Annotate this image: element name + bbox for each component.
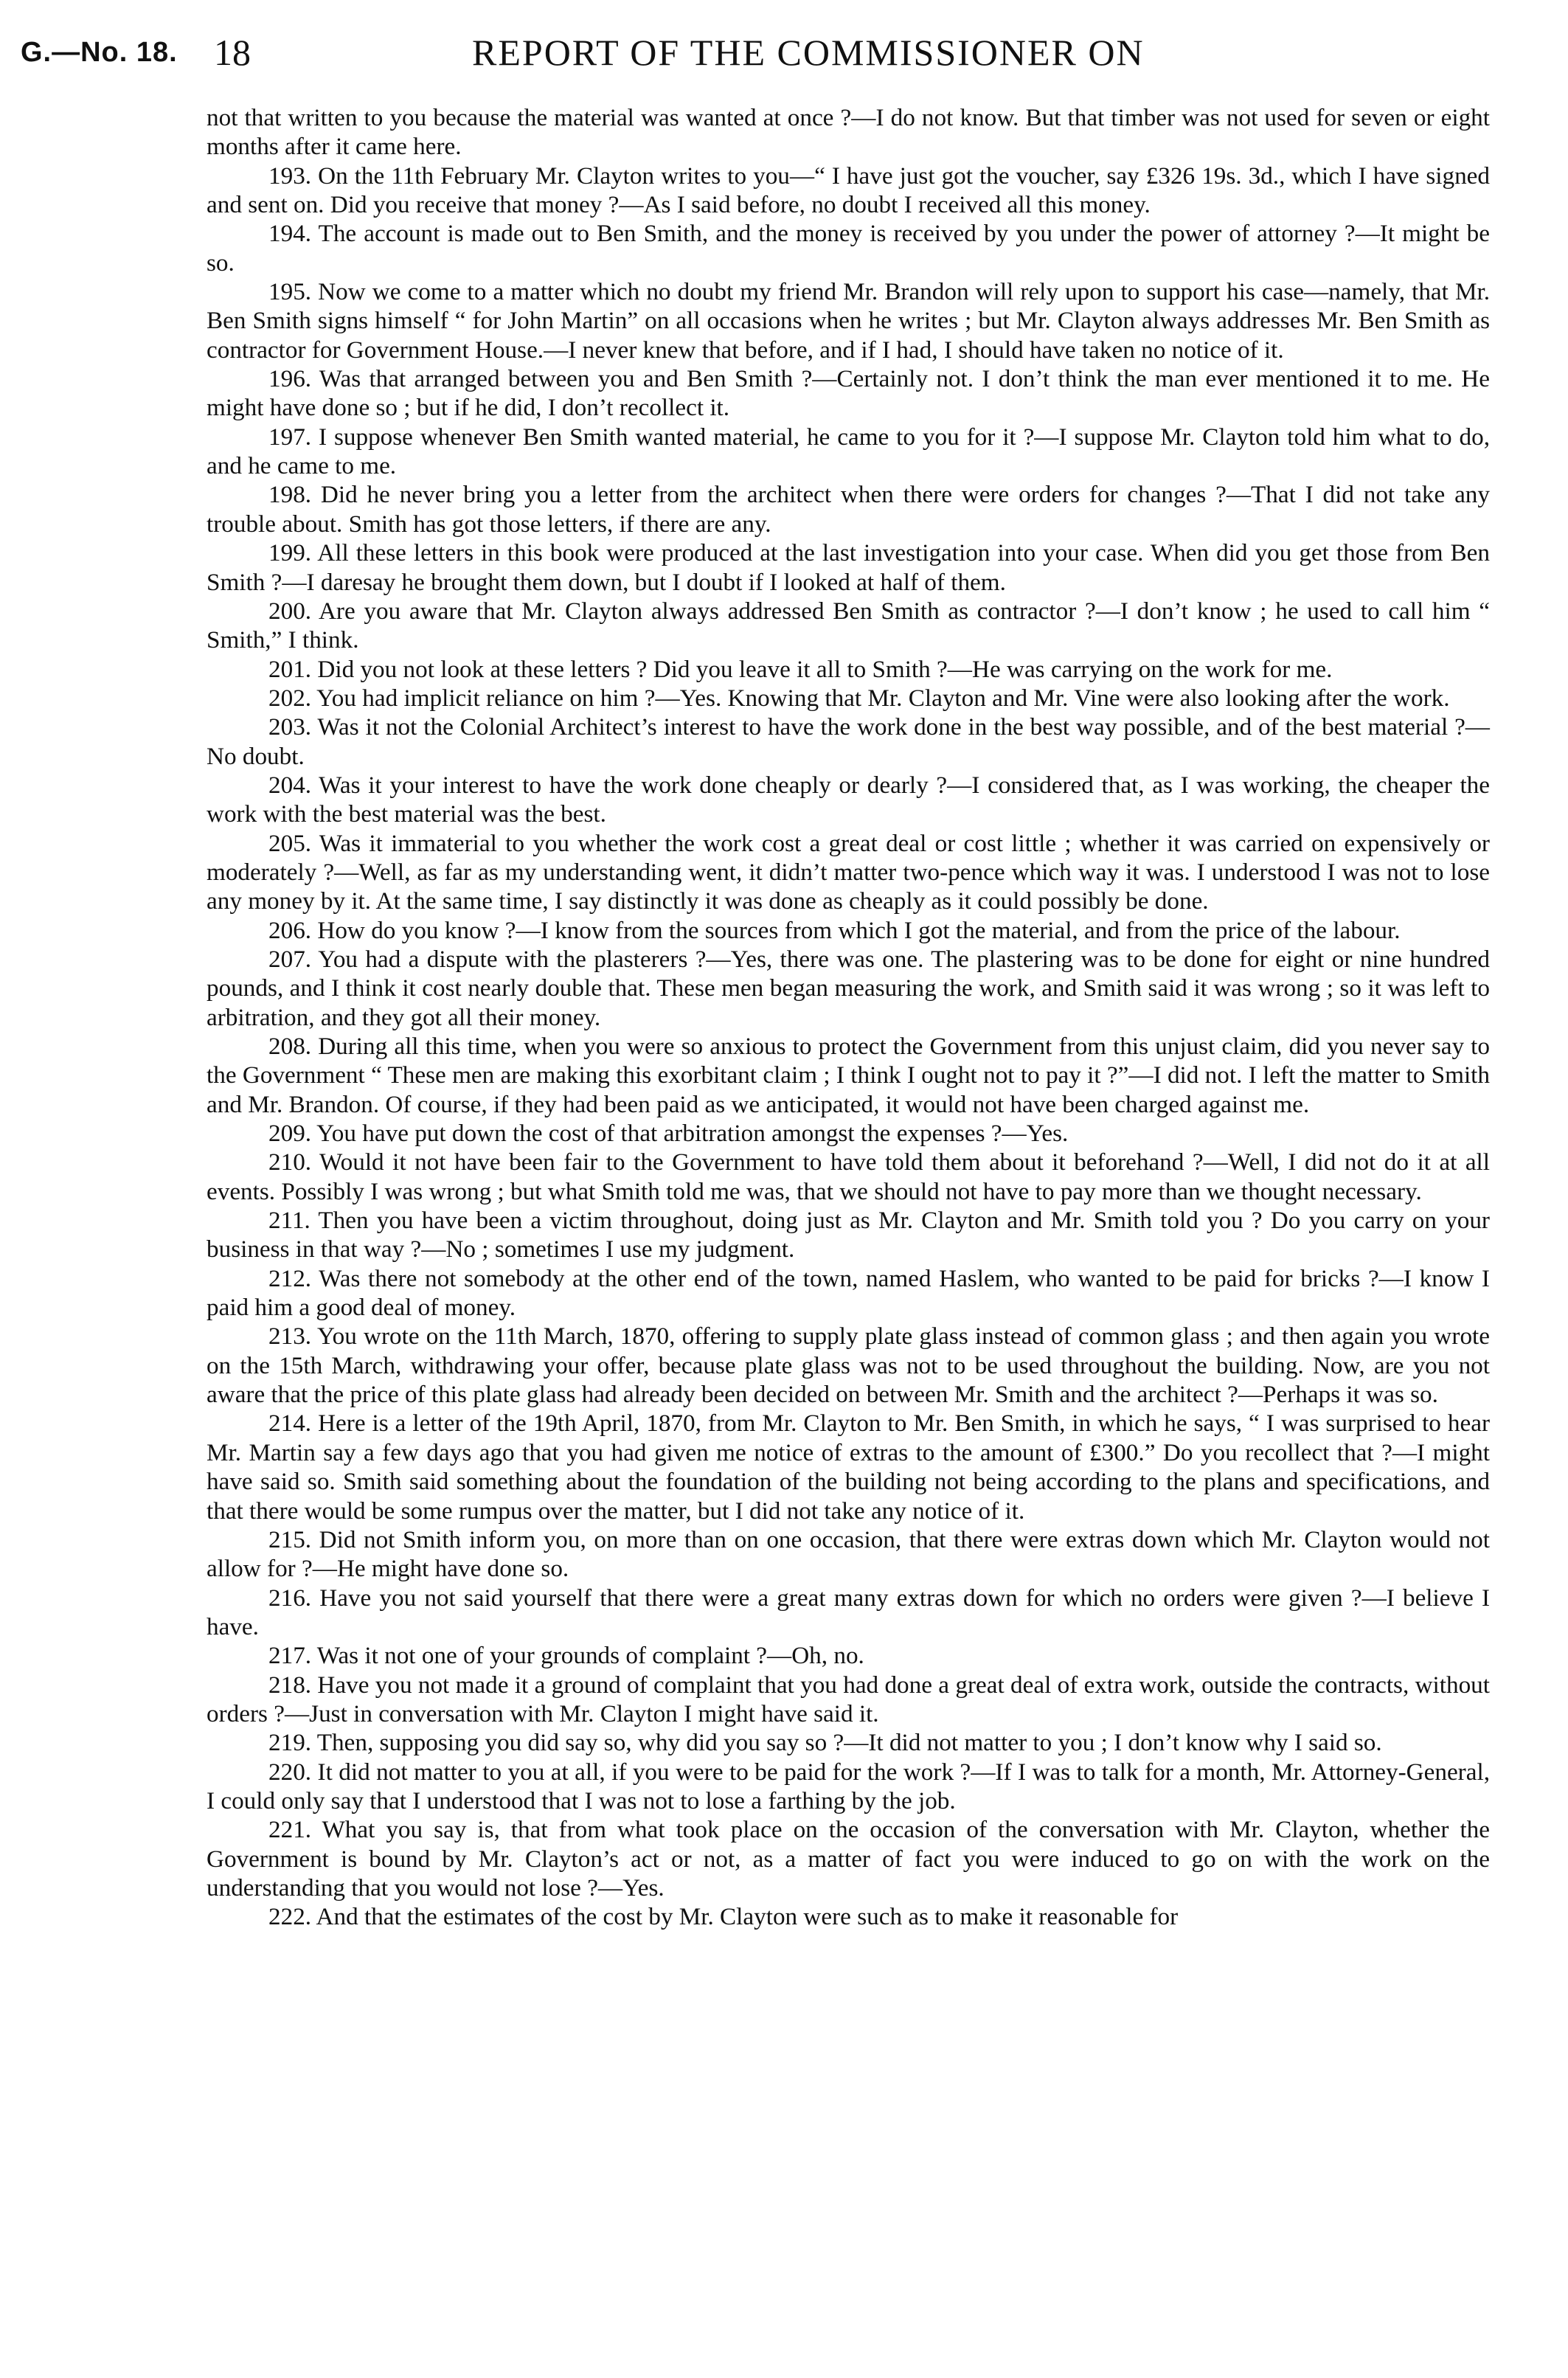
question-222: 222. And that the estimates of the cost by Mr. Clayton were such as to make it reasonable for — [268, 1903, 1179, 1931]
question-221: 221. What you say is, that from what took place on the occasion of the conversation with Mr. Clayton, whether the Government is bound by Mr. Clayton’s act or not, as a matter of fact you were induced to go on with the work on the understanding that you would not lose ?—Yes. — [207, 1816, 1490, 1902]
question-203: 203. Was it not the Colonial Architect’s interest to have the work done in the best way possible, and of the best material ?—No doubt. — [207, 713, 1490, 770]
question-211: 211. Then you have been a victim throughout, doing just as Mr. Clayton and Mr. Smith told you ? Do you carry on your business in that way ?—No ; sometimes I use my judgment. — [207, 1207, 1490, 1263]
question-218: 218. Have you not made it a ground of complaint that you had done a great deal of extra work, outside the contracts, without orders ?—Just in conversation with Mr. Clayton I might have said it. — [207, 1671, 1490, 1727]
running-title: REPORT OF THE COMMISSIONER ON — [472, 32, 1145, 73]
question-204: 204. Was it your interest to have the work done cheaply or dearly ?—I considered that, as I was working, the cheaper the work with the best material was the best. — [207, 771, 1490, 828]
question-194: 194. The account is made out to Ben Smith, and the money is received by you under the power of attorney ?—It might be so. — [207, 220, 1490, 277]
question-202: 202. You had implicit reliance on him ?—Yes. Knowing that Mr. Clayton and Mr. Vine were also looking after the work. — [268, 684, 1450, 712]
question-197: 197. I suppose whenever Ben Smith wanted material, he came to you for it ?—I suppose Mr. Clayton told him what to do, and he came to me. — [207, 423, 1490, 480]
question-220: 220. It did not matter to you at all, if you were to be paid for the work ?—If I was to talk for a month, Mr. Attorney-General, I could only say that I understood that I was not to lose a farthing by the job. — [207, 1758, 1490, 1814]
question-198: 198. Did he never bring you a letter from the architect when there were orders for changes ?—That I did not take any trouble about. Smith has got those letters, if there are any. — [207, 481, 1490, 538]
question-215: 215. Did not Smith inform you, on more than on one occasion, that there were extras down which Mr. Clayton would not allow for ?—He might have done so. — [207, 1525, 1490, 1583]
question-201: 201. Did you not look at these letters ? Did you leave it all to Smith ?—He was carrying on the work for me. — [268, 655, 1333, 683]
question-209: 209. You have put down the cost of that arbitration amongst the expenses ?—Yes. — [268, 1120, 1069, 1148]
page-header — [0, 31, 1568, 75]
question-193: 193. On the 11th February Mr. Clayton writes to you—“ I have just got the voucher, say £326 19s. 3d., which I have signed and sent on. Did you receive that money ?—As I said before, no doubt I received all this money. — [207, 162, 1490, 219]
question-207: 207. You had a dispute with the plasterers ?—Yes, there was one. The plastering was to be done for eight or nine hundred pounds, and I think it cost nearly double that. These men began measuring the work, and Smith said it was wrong ; so it was left to arbitration, and they got all their money. — [207, 945, 1490, 1031]
document-reference: G.—No. 18. — [21, 37, 178, 68]
question-212: 212. Was there not somebody at the other end of the town, named Haslem, who wanted to be paid for bricks ?—I know I paid him a good deal of money. — [207, 1264, 1490, 1322]
question-210: 210. Would it not have been fair to the Government to have told them about it beforehand ?—Well, I did not do it at all events. Possibly I was wrong ; but what Smith told me was, that we should not have to pay more than we thought necessary. — [207, 1148, 1490, 1205]
question-199: 199. All these letters in this book were produced at the last investigation into your case. When did you get those from Ben Smith ?—I daresay he brought them down, but I doubt if I looked at half of them. — [207, 539, 1490, 596]
question-200: 200. Are you aware that Mr. Clayton always addressed Ben Smith as contractor ?—I don’t know ; he used to call him “ Smith,” I think. — [207, 597, 1490, 654]
question-196: 196. Was that arranged between you and Ben Smith ?—Certainly not. I don’t think the man ever mentioned it to me. He might have done so ; but if he did, I don’t recollect it. — [207, 365, 1490, 422]
question-205: 205. Was it immaterial to you whether the work cost a great deal or cost little ; whether it was carried on expensively or moderately ?—Well, as far as my understanding went, it didn’t matter two-pence which way it was. I understood I was not to lose any money by it. At the same time, I say distinctly it was done as cheaply as it could possibly be done. — [207, 829, 1490, 915]
question-219: 219. Then, supposing you did say so, why did you say so ?—It did not matter to you ; I don’t know why I said so. — [268, 1729, 1382, 1757]
question-213: 213. You wrote on the 11th March, 1870, offering to supply plate glass instead of common glass ; and then again you wrote on the 15th March, withdrawing your offer, because plate glass was not to be used throughout the building. Now, are you not aware that the price of this plate glass had already been decided on between Mr. Smith and the architect ?—Perhaps it was so. — [207, 1323, 1490, 1409]
page-number: 18 — [214, 32, 251, 73]
question-214: 214. Here is a letter of the 19th April, 1870, from Mr. Clayton to Mr. Ben Smith, in which he says, “ I was surprised to hear Mr. Martin say a few days ago that you had given me notice of extras to the amount of £300.” Do you recollect that ?—I might have said so. Smith said something about the foundation of the building not being according to the plans and specifications, and that there would be some rumpus over the matter, but I did not take any notice of it. — [207, 1410, 1490, 1525]
paragraph-continuation: not that written to you because the material was wanted at once ?—I do not know. But that timber was not used for seven or eight months after it came here. — [207, 104, 1490, 161]
document-body — [207, 103, 1490, 1932]
question-208: 208. During all this time, when you were so anxious to protect the Government from this unjust claim, did you never say to the Government “ These men are making this exorbitant claim ; I think I ought not to pay it ?”—I did not. I left the matter to Smith and Mr. Brandon. Of course, if they had been paid as we anticipated, it would not have been charged against me. — [207, 1033, 1490, 1118]
question-195: 195. Now we come to a matter which no doubt my friend Mr. Brandon will rely upon to support his case—namely, that Mr. Ben Smith signs himself “ for John Martin” on all occasions when he writes ; but Mr. Clayton always addresses Mr. Ben Smith as contractor for Government House.—I never knew that before, and if I had, I should have taken no notice of it. — [207, 278, 1490, 364]
question-206: 206. How do you know ?—I know from the sources from which I got the material, and from the price of the labour. — [268, 916, 1401, 944]
question-217: 217. Was it not one of your grounds of complaint ?—Oh, no. — [268, 1642, 864, 1670]
question-216: 216. Have you not said yourself that there were a great many extras down for which no orders were given ?—I believe I have. — [207, 1584, 1490, 1640]
